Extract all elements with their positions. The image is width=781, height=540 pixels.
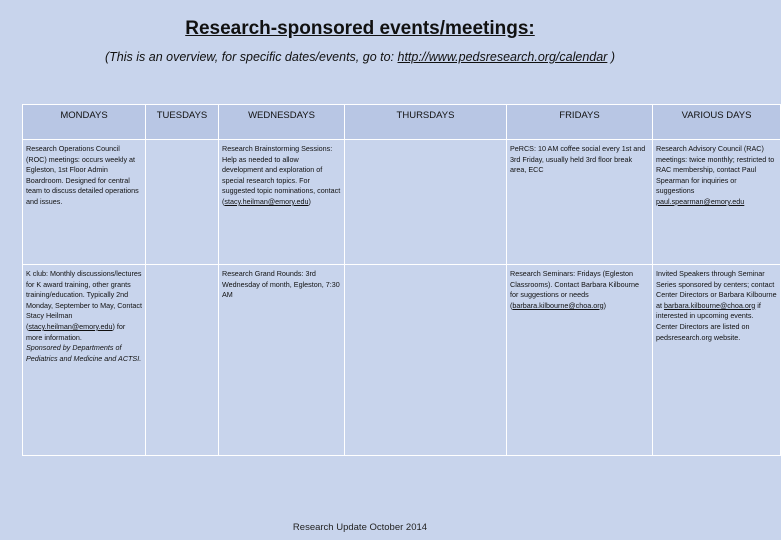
table-row xyxy=(23,265,781,456)
seminars-tail: ) xyxy=(603,300,607,310)
events-table xyxy=(22,104,781,456)
barbara-email-link-2[interactable]: barbara.kilbourne@choa.org xyxy=(664,300,756,310)
page-title: Research-sponsored events/meetings: xyxy=(185,18,535,39)
table-row xyxy=(23,140,781,265)
calendar-link[interactable]: http://www.pedsresearch.org/calendar xyxy=(397,50,608,64)
header-mondays: MONDAYS xyxy=(23,105,146,140)
footer-text: Research Update October 2014 xyxy=(292,522,428,533)
cell-rac-meetings xyxy=(653,140,781,265)
header-thursdays: THURSDAYS xyxy=(345,105,507,140)
subtitle-after: ) xyxy=(607,50,615,64)
k-club-tail: ) for more information. xyxy=(26,321,126,342)
stacy-email-link[interactable]: stacy.heilman@emory.edu xyxy=(224,196,309,206)
cell-roc-meetings: Research Operations Council (ROC) meetings: occurs weekly at Egleston, 1st Floor Admin Boardroom. Designed for central team to discuss detailed operations and issues. xyxy=(23,140,146,265)
cell-k-club xyxy=(23,265,146,456)
header-fridays: FRIDAYS xyxy=(507,105,653,140)
brainstorming-text: Research Brainstorming Sessions: Help as needed to allow development and exploration of special research topics. For suggested topic nominations, contact ( xyxy=(222,144,341,206)
header-row xyxy=(23,105,781,140)
cell-invited-speakers xyxy=(653,265,781,456)
header-various-days: VARIOUS DAYS xyxy=(653,105,781,140)
cell-research-seminars xyxy=(507,265,653,456)
paul-email-link[interactable]: paul.spearman@emory.edu xyxy=(656,196,745,206)
cell-tuesday-empty xyxy=(146,140,219,265)
header-tuesdays: TUESDAYS xyxy=(146,105,219,140)
cell-grand-rounds: Research Grand Rounds: 3rd Wednesday of month, Egleston, 7:30 AM xyxy=(219,265,345,456)
header-wednesdays: WEDNESDAYS xyxy=(219,105,345,140)
cell-thursday-empty xyxy=(345,140,507,265)
subtitle-before: (This is an overview, for specific dates/events, go to: xyxy=(105,50,398,64)
speakers-text: Invited Speakers through Seminar Series sponsored by centers; contact Center Directors or Barbara Kilbourne at xyxy=(656,269,777,310)
k-club-sponsor: Sponsored by Departments of Pediatrics and Medicine and ACTSI. xyxy=(26,343,142,363)
cell-tuesday-empty xyxy=(146,265,219,456)
seminars-text: Research Seminars: Fridays (Egleston Classrooms). Contact Barbara Kilbourne for suggestions or needs ( xyxy=(510,269,640,310)
cell-percs: PeRCS: 10 AM coffee social every 1st and 3rd Friday, usually held 3rd floor break area, ECC xyxy=(507,140,653,265)
page-subtitle xyxy=(0,50,720,64)
cell-brainstorming xyxy=(219,140,345,265)
k-club-text: K club: Monthly discussions/lectures for K award training, other grants training/education. Typically 2nd Monday, September to May, Contact Stacy Heilman ( xyxy=(26,269,142,331)
speakers-tail: if interested in upcoming events. Center Directors are listed on pedsresearch.org website. xyxy=(656,300,761,342)
barbara-email-link[interactable]: barbara.kilbourne@choa.org xyxy=(512,300,604,310)
cell-thursday-empty xyxy=(345,265,507,456)
stacy-email-link-2[interactable]: stacy.heilman@emory.edu xyxy=(28,321,113,331)
rac-text: Research Advisory Council (RAC) meetings: twice monthly; restricted to RAC membership, contact Paul Spearman for inquiries or suggestions xyxy=(656,144,775,196)
brainstorming-tail: ) xyxy=(308,196,311,206)
